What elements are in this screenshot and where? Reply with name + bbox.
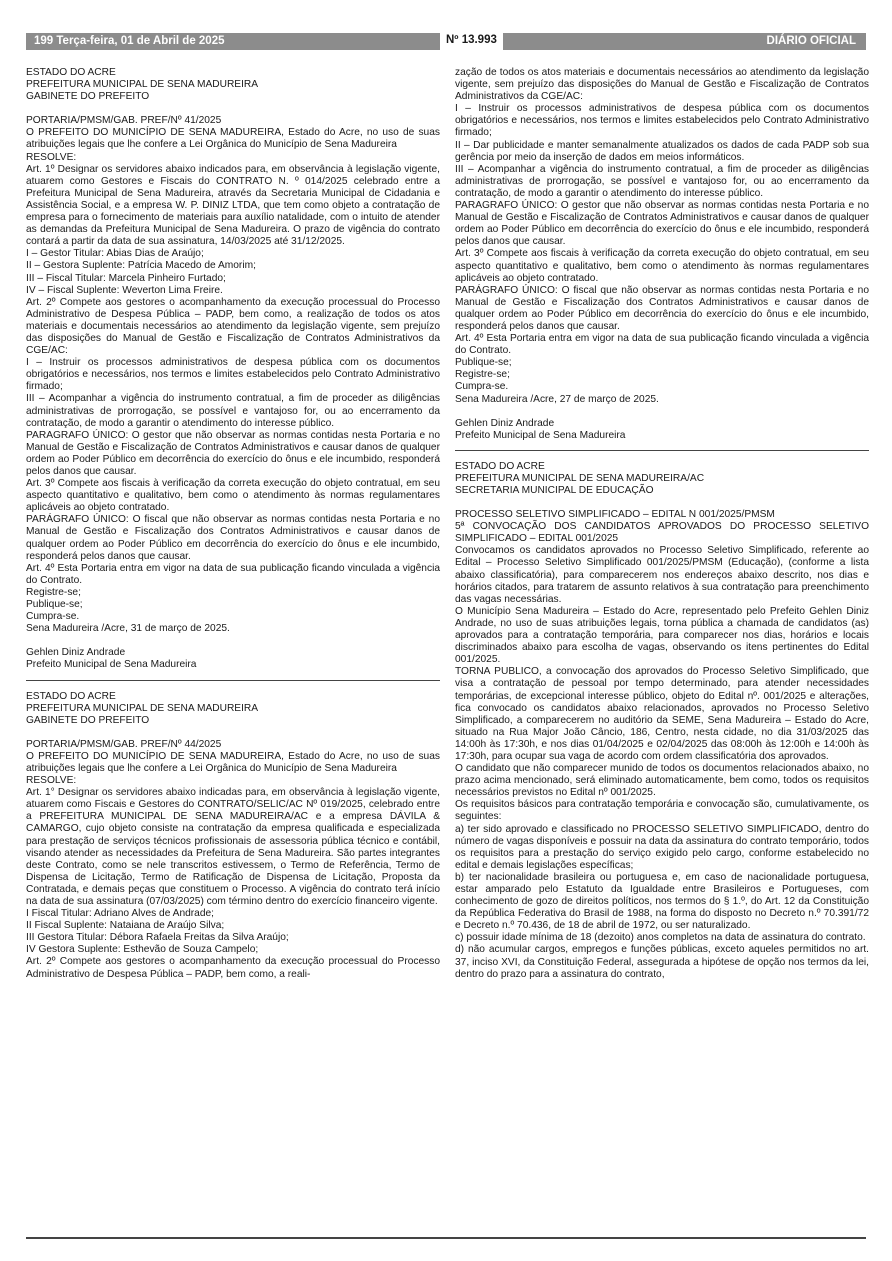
right-column: [455, 67, 869, 981]
text-paragraph: Publique-se;: [26, 599, 83, 611]
text-paragraph: Sena Madureira /Acre, 31 de março de 2025.: [26, 623, 230, 635]
text-paragraph: Art. 4º Esta Portaria entra em vigor na data de sua publicação ficando vinculada a vigência do Contrato.: [26, 562, 440, 586]
text-paragraph: Gehlen Diniz Andrade: [26, 647, 126, 659]
text-paragraph: Registre-se;: [455, 369, 510, 381]
text-paragraph: PORTARIA/PMSM/GAB. PREF/Nº 44/2025: [26, 738, 222, 750]
text-paragraph: PREFEITURA MUNICIPAL DE SENA MADUREIRA/AC: [455, 472, 705, 484]
text-paragraph: PREFEITURA MUNICIPAL DE SENA MADUREIRA: [26, 702, 259, 714]
text-paragraph: PORTARIA/PMSM/GAB. PREF/Nº 41/2025: [26, 115, 222, 127]
text-paragraph: RESOLVE:: [26, 775, 77, 787]
left-column: [26, 67, 440, 981]
text-paragraph: Prefeito Municipal de Sena Madureira: [455, 429, 626, 441]
text-paragraph: Art. 4º Esta Portaria entra em vigor na data de sua publicação ficando vinculada a vigência do Contrato.: [455, 333, 869, 357]
paragraph-gap: [26, 103, 440, 115]
text-paragraph: II – Gestora Suplente: Patrícia Macedo de Amorim;: [26, 260, 256, 272]
text-paragraph: Cumpra-se.: [26, 611, 80, 623]
text-paragraph: ESTADO DO ACRE: [455, 460, 545, 472]
text-paragraph: I Fiscal Titular: Adriano Alves de Andrade;: [26, 908, 215, 920]
paragraph-gap: [26, 635, 440, 647]
text-paragraph: Cumpra-se.: [455, 381, 509, 393]
text-paragraph: PARÁGRAFO ÚNICO: O fiscal que não observar as normas contidas nesta Portaria e no Manual de Gestão e Fiscalização dos Contratos Administrativos e causar danos de qualquer ordem ao Poder Público em decorrência do exercício do ônus e ele incumbido, responderá pelos danos que causar.: [26, 514, 440, 562]
text-paragraph: ESTADO DO ACRE: [26, 67, 116, 78]
text-paragraph: IV Gestora Suplente: Esthevão de Souza Campelo;: [26, 944, 259, 956]
text-paragraph: O PREFEITO DO MUNICÍPIO DE SENA MADUREIRA, Estado do Acre, no uso de suas atribuições legais que lhe confere a Lei Orgânica do Município de Sena Madureira: [26, 127, 440, 151]
paragraph-gap: [26, 727, 440, 739]
text-paragraph: I – Gestor Titular: Abias Dias de Araújo;: [26, 248, 204, 260]
text-paragraph: Art. 3º Compete aos fiscais à verificação da correta execução do objeto contratual, em seu aspecto quantitativo e qualitativo, bem como o atendimento às normas regulamentares aplicáveis ao objeto contratado.: [26, 478, 440, 514]
paragraph-gap: [455, 497, 869, 509]
text-paragraph: b) ter nacionalidade brasileira ou portuguesa e, em caso de nacionalidade portuguesa, estar amparado pelo Estatuto da Igualdade entre Brasileiros e Portugueses, com conhecimento de gozo de direitos políticos, nos termos do § 1.º, do Art. 12 da Constituição da República Federativa do Brasil de 1988, na forma do disposto no Decreto n.º 70.391/72 e Decreto n.º 70.436, de 18 de abril de 1972, ou ser naturalizado.: [455, 871, 869, 932]
text-paragraph: TORNA PUBLICO, a convocação dos aprovados do Processo Seletivo Simplificado, que visa a contratação de pessoal por tempo determinado, para atender necessidades temporárias, de excepcional interesse público, objeto do Edital nº. 001/2025 e alterações, fica convocado os candidatos abaixo relacionados, aprovados no Processo Seletivo Simplificado, a comparecerem no auditório da SEME, Sena Madureira – Estado do Acre, situado na Rua Major João Câncio, 186, Centro, nesta cidade, no dia 31/03/2025 das 14:00h às 17:30h, e nos dias 01/04/2025 e 02/04/2025 das 08:00h às 12:00h e 14:00h às 17:30h, para ocupar sua vaga de acordo com ordem classificatória dos aprovados.: [455, 666, 869, 762]
text-paragraph: Prefeito Municipal de Sena Madureira: [26, 659, 197, 671]
text-paragraph: IV – Fiscal Suplente: Weverton Lima Freire.: [26, 284, 223, 296]
issue-number: Nº 13.993: [440, 33, 503, 50]
text-paragraph: PARAGRAFO ÚNICO: O gestor que não observar as normas contidas nesta Portaria e no Manual de Gestão e Fiscalização de Contratos Administrativos e causar danos de qualquer ordem ao Poder Público em decorrência do exercício do ônus e ele incumbido, responderá pelos danos que causar.: [26, 429, 440, 477]
text-paragraph: d) não acumular cargos, empregos e funções públicas, exceto aqueles permitidos no art. 37, inciso XVI, da Constituição Federal, assegurada a hipótese de opção nos termos da lei, dentro do prazo para a assinatura do contrato,: [455, 944, 869, 980]
text-paragraph: O candidato que não comparecer munido de todos os documentos relacionados abaixo, no prazo acima mencionado, será eliminado automaticamente, bem como, todos os requisitos necessários previstos no Edital nº 001/2025.: [455, 763, 869, 799]
text-paragraph: ESTADO DO ACRE: [26, 690, 116, 702]
text-paragraph: O Município Sena Madureira – Estado do Acre, representado pelo Prefeito Gehlen Diniz Andrade, no uso de suas atribuições legais, torna pública a chamada de candidatos (as) aprovados para a contratação temporária, para comparecer nos dias, horários e locais discriminados abaixo para escolha de vagas, observando os itens pertinentes do Edital 001/2025.: [455, 605, 869, 666]
text-paragraph: II Fiscal Suplente: Nataiana de Araújo Silva;: [26, 920, 225, 932]
text-paragraph: PARÁGRAFO ÚNICO: O fiscal que não observar as normas contidas nesta Portaria e no Manual de Gestão e Fiscalização dos Contratos Administrativos e causar danos de qualquer ordem ao Poder Público em decorrência do exercício do ônus e ele incumbido, responderá pelos danos que causar.: [455, 284, 869, 332]
text-paragraph: Art. 1° Designar os servidores abaixo indicadas para, em observância à legislação vigente, atuarem como Fiscais e Gestores do CONTRATO/SELIC/AC Nº 019/2025, celebrado entre a PREFEITURA MUNICIPAL DE SENA MADUREIRA/AC e a empresa DÁVILA & CAMARGO, cujo objeto consiste na contratação da empresa qualificada e especializada para prestação de serviços técnicos profissionais de assessoria pública técnico e contábil, visando atender as necessidades da Prefeitura de Sena Madureira. São partes integrantes deste Contrato, como se nele transcritos estivessem, o Termo de Referência, Termo de Dispensa de Licitação, Termo de Ratificação de Dispensa de Licitação, Proposta da Contratada, e demais peças que constituem o Processo. A vigência do contrato terá início na data de sua assinatura (07/03/2025) com término dentro do exercício financeiro vigente.: [26, 787, 440, 907]
text-paragraph: II – Dar publicidade e manter semanalmente atualizados os dados de cada PADP sob sua gerência por meio da inserção de dados em meios informáticos.: [455, 139, 869, 163]
publication-title: DIÁRIO OFICIAL: [766, 35, 856, 47]
text-paragraph: PREFEITURA MUNICIPAL DE SENA MADUREIRA: [26, 79, 259, 91]
text-paragraph: Art. 1º Designar os servidores abaixo indicados para, em observância à legislação vigente, atuarem como Gestores e Fiscais do CONTRATO N. º 014/2025 celebrado entre a Prefeitura Municipal de Sena Madureira, através da Secretaria Municipal de Cidadania e Assistência Social, e a empresa W. P. DINIZ LTDA, que tem como objeto a contratação de empresa para o fornecimento de materiais para auxílio natalidade, com o intuito de atender as demandas da Prefeitura Municipal de Sena Madureira. O prazo de vigência do contrato contará a partir da data de sua assinatura, 14/03/2025 até 31/12/2025.: [26, 163, 440, 248]
text-paragraph: SECRETARIA MUNICIPAL DE EDUCAÇÃO: [455, 485, 654, 496]
text-paragraph: Convocamos os candidatos aprovados no Processo Seletivo Simplificado, referente ao Edital – Processo Seletivo Simplificado 001/2025/PMSM (Educação), (conforme a lista abaixo classificatória), para comparecerem nos endereços abaixo descrito, nos dias e horários citados, para tratarem de assunto relativos à sua contratação para preenchimento das vagas necessárias.: [455, 545, 869, 605]
text-paragraph: III – Fiscal Titular: Marcela Pinheiro Furtado;: [26, 272, 226, 284]
text-paragraph: Art. 2º Compete aos gestores o acompanhamento da execução processual do Processo Administrativo de Despesa Pública – PADP, bem como, a reali-: [26, 956, 440, 980]
bottom-rule: [26, 1237, 866, 1239]
page-number-date: 199 Terça-feira, 01 de Abril de 2025: [34, 35, 225, 47]
text-paragraph: zação de todos os atos materiais e documentais necessários ao atendimento da legislação vigente, sem prejuízo das disposições do Manual de Gestão e Fiscalização de Contratos Administrativos da CGE/AC:: [455, 67, 869, 103]
section-divider: [455, 450, 869, 451]
text-paragraph: Os requisitos básicos para contratação temporária e convocação são, cumulativamente, os seguintes:: [455, 799, 869, 823]
text-paragraph: Gehlen Diniz Andrade: [455, 417, 555, 429]
text-paragraph: III – Acompanhar a vigência do instrumento contratual, a fim de proceder as diligências administrativas de prorrogação, se possível e vantajoso for, ou ao encerramento da contratação, de modo a garantir o atendimento do interesse público.: [26, 393, 440, 429]
text-paragraph: I – Instruir os processos administrativos de despesa pública com os documentos obrigatórios e necessários, nos termos e limites estabelecidos pelo Contrato Administrativo firmado;: [455, 103, 869, 139]
text-paragraph: Publique-se;: [455, 357, 512, 369]
page-header: [26, 33, 866, 50]
text-paragraph: Art. 2º Compete aos gestores o acompanhamento da execução processual do Processo Administrativo de Despesa Pública – PADP, bem como, a realização de todos os atos materiais e documentais necessários ao atendimento da legislação vigente, sem prejuízo das disposições do Manual de Gestão e Fiscalização de Contratos Administrativos da CGE/AC:: [26, 296, 440, 357]
text-paragraph: c) possuir idade mínima de 18 (dezoito) anos completos na data de assinatura do contrato.: [455, 932, 866, 944]
text-paragraph: I – Instruir os processos administrativos de despesa pública com os documentos obrigatórios e necessários, nos termos e limites estabelecidos pelo Contrato Administrativo firmado;: [26, 357, 440, 393]
text-paragraph: GABINETE DO PREFEITO: [26, 714, 150, 726]
text-paragraph: RESOLVE:: [26, 151, 77, 163]
text-paragraph: Registre-se;: [26, 586, 81, 598]
text-paragraph: Art. 3º Compete aos fiscais à verificação da correta execução do objeto contratual, em seu aspecto quantitativo e qualitativo, bem como o atendimento às normas regulamentares aplicáveis ao objeto contratado.: [455, 248, 869, 284]
text-paragraph: 5ª CONVOCAÇÃO DOS CANDIDATOS APROVADOS DO PROCESSO SELETIVO SIMPLIFICADO – EDITAL 001/2025: [455, 521, 869, 545]
text-paragraph: O PREFEITO DO MUNICÍPIO DE SENA MADUREIRA, Estado do Acre, no uso de suas atribuições legais que lhe confere a Lei Orgânica do Município de Sena Madureira: [26, 750, 440, 774]
text-paragraph: Sena Madureira /Acre, 27 de março de 2025.: [455, 393, 659, 405]
text-paragraph: PROCESSO SELETIVO SIMPLIFICADO – EDITAL N 001/2025/PMSM: [455, 509, 775, 521]
text-paragraph: III – Acompanhar a vigência do instrumento contratual, a fim de proceder as diligências administrativas de prorrogação, se possível e vantajoso for, ou ao encerramento da contratação, de modo a garantir o atendimento do interesse público.: [455, 163, 869, 199]
text-paragraph: PARAGRAFO ÚNICO: O gestor que não observar as normas contidas nesta Portaria e no Manual de Gestão e Fiscalização de Contratos Administrativos e causar danos de qualquer ordem ao Poder Público em decorrência do exercício do ônus e ele incumbido, responderá pelos danos que causar.: [455, 200, 869, 248]
text-paragraph: GABINETE DO PREFEITO: [26, 91, 150, 103]
section-divider: [26, 680, 440, 681]
paragraph-gap: [455, 406, 869, 418]
text-paragraph: III Gestora Titular: Débora Rafaela Freitas da Silva Araújo;: [26, 932, 289, 944]
text-paragraph: a) ter sido aprovado e classificado no PROCESSO SELETIVO SIMPLIFICADO, dentro do número de vagas disponíveis e possuir na data da assinatura do contrato temporário, todos os requisitos para a prestação do serviço exigido pelo cargo, conforme estabelecido no edital e demais legislações específicas;: [455, 823, 869, 871]
